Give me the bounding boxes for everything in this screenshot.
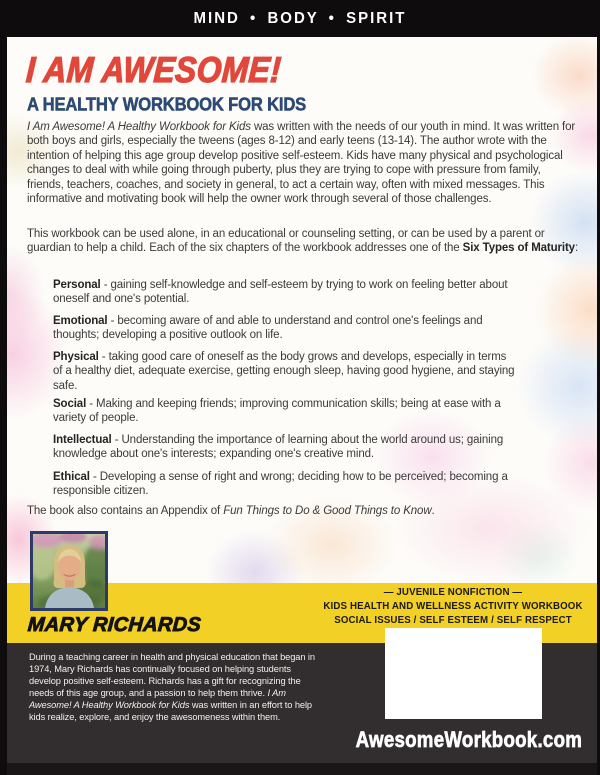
maturity-desc: - Making and keeping friends; improving communication skills; being at ease with a variety of people. [53, 398, 501, 425]
author-photo-illustration [33, 534, 105, 608]
category-block [322, 586, 584, 628]
bottom-edge [7, 763, 597, 775]
appendix-text: The book also contains an Appendix of [27, 505, 224, 517]
maturity-item-ethical [53, 470, 515, 499]
maturity-desc: - taking good care of oneself as the body grows and develops, especially in terms of a healthy diet, adequate exercise, getting enough sleep, having good hygiene, and staying safe. [53, 351, 515, 392]
book-title: I AM AWESOME! [25, 49, 283, 90]
maturity-term: Social [53, 398, 87, 410]
website-url: AwesomeWorkbook.com [355, 727, 583, 752]
appendix-note [27, 504, 579, 518]
usage-text: This workbook can be used alone, in an educational or counseling setting, or can be used by a parent or guardian to help a child. Each of the six chapters of the workbook addresses one of the [27, 228, 545, 255]
intro-book-title-italic: I Am Awesome! A Healthy Workbook for Kids [27, 121, 251, 133]
maturity-desc: - Understanding the importance of learning about the world around us; gaining knowledge about one's interests; expanding one's creative mind. [53, 434, 504, 461]
maturity-term: Emotional [53, 315, 108, 327]
intro-text: was written with the needs of our youth in mind. It was written for both boys and girls, especially the tweens (ages 8-12) and early teens (13-14). The author wrote with the intention of helping this age group develop positive self-esteem. Kids have many physical and psychological changes to deal with while going through puberty, plus they are trying to cope with pressure from family, friends, teachers, coaches, and society in general, to act a certain way, often with mixed messages. This informative and motivating book will help the owner work through several of those challenges. [27, 121, 576, 206]
book-subtitle: A HEALTHY WORKBOOK FOR KIDS [27, 93, 307, 115]
maturity-item-emotional [53, 314, 515, 343]
maturity-desc: - Developing a sense of right and wrong; deciding how to be perceived; becoming a responsible citizen. [53, 471, 508, 498]
maturity-term: Personal [53, 279, 101, 291]
maturity-desc: - becoming aware of and able to understand and control one's feelings and thoughts; developing a positive outlook on life. [53, 315, 483, 342]
author-name: MARY RICHARDS [27, 614, 202, 636]
usage-colon: : [574, 242, 579, 255]
barcode-placeholder [385, 628, 542, 719]
category-line-genre: — JUVENILE NONFICTION — [383, 587, 523, 598]
maturity-item-physical [53, 350, 515, 393]
author-photo [30, 531, 108, 611]
category-line-topics: SOCIAL ISSUES / SELF ESTEEM / SELF RESPECT [334, 615, 572, 626]
maturity-term: Intellectual [53, 434, 112, 446]
maturity-desc: - gaining self-knowledge and self-esteem by trying to work on feeling better about oneself and one's potential. [53, 279, 508, 306]
maturity-term: Ethical [53, 471, 90, 483]
maturity-term: Physical [53, 351, 99, 363]
maturity-item-social [53, 397, 515, 426]
author-bio-paragraph [29, 651, 321, 723]
bio-text-end: was written in an effort to help kids realize, explore, and enjoy the awesomeness within them. [29, 700, 312, 722]
intro-paragraph [27, 120, 579, 206]
appendix-period: . [431, 505, 435, 517]
top-banner [0, 0, 600, 37]
appendix-title-italic: Fun Things to Do & Good Things to Know [223, 505, 432, 517]
usage-paragraph [27, 227, 579, 256]
category-line-subject: KIDS HEALTH AND WELLNESS ACTIVITY WORKBOOK [323, 601, 583, 612]
top-banner-text: MIND • BODY • SPIRIT [193, 9, 407, 28]
six-types-label: Six Types of Maturity [462, 242, 575, 255]
watercolor-background [7, 37, 597, 583]
book-back-cover [7, 37, 597, 763]
bio-book-title-italic: I Am Awesome! A Healthy Workbook for Kids [29, 688, 286, 710]
maturity-item-intellectual [53, 433, 515, 462]
bio-text: During a teaching career in health and physical education that began in 1974, Mary Richards has continually focused on helping students develop positive self-esteem. Richards has a gift for recognizing the needs of this age group, and a passion to help them thrive. [29, 652, 315, 698]
maturity-item-personal [53, 278, 515, 307]
